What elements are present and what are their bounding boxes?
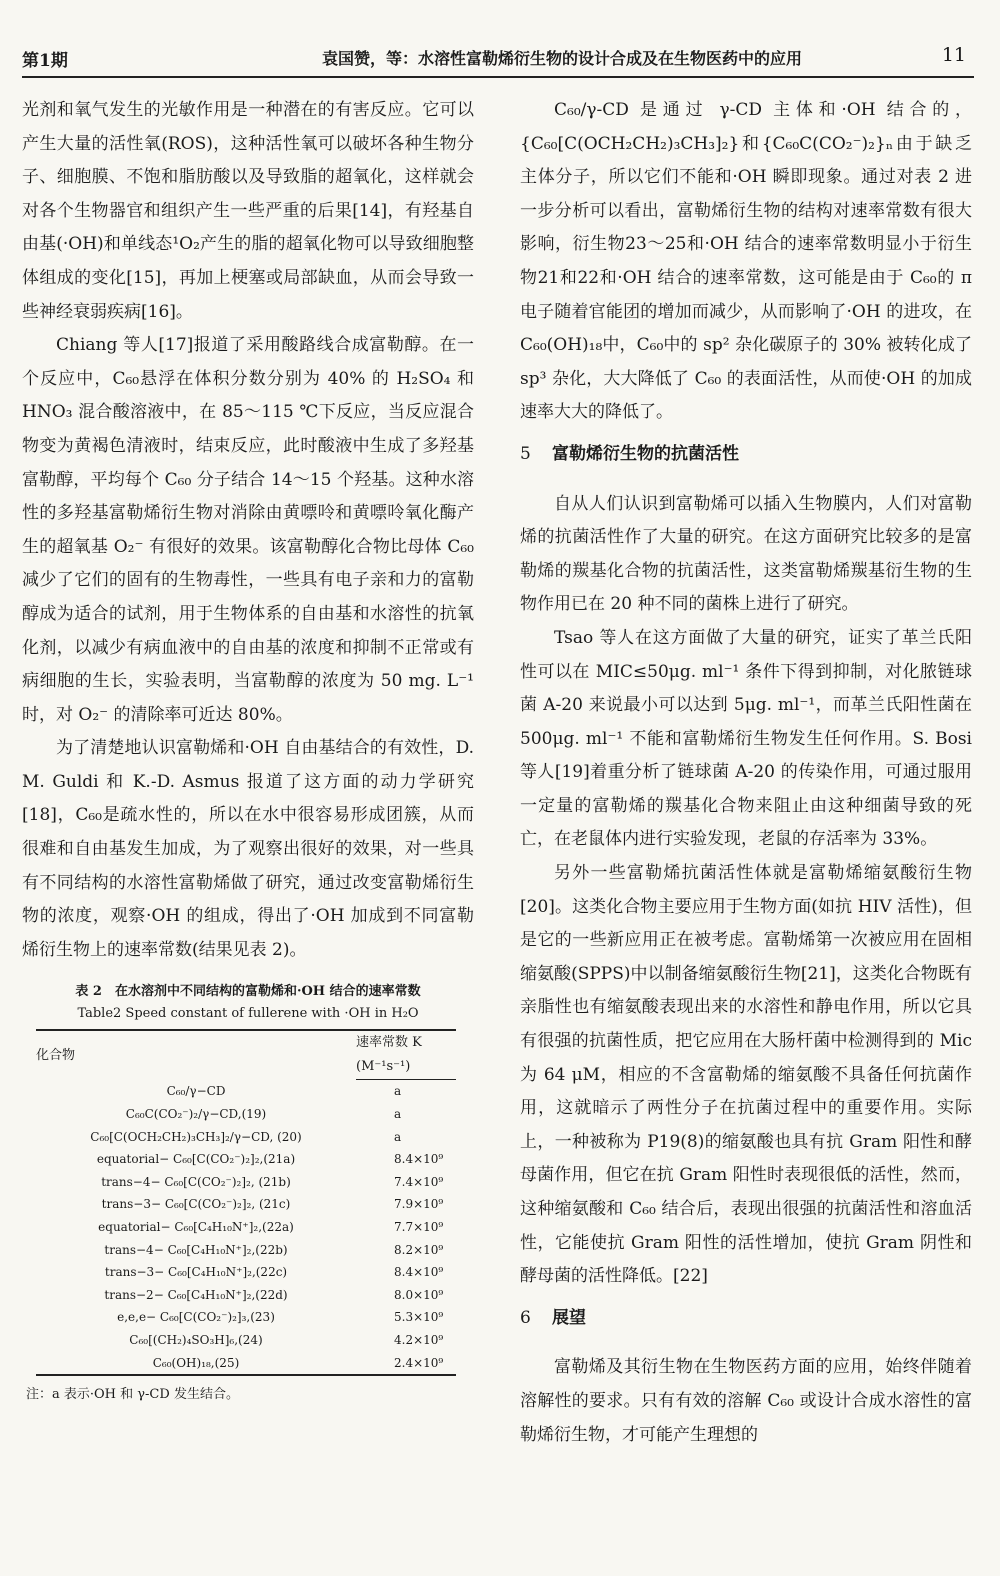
section-heading-5 [520,438,972,472]
compound-cell: C₆₀(OH)₁₈,(25) [36,1352,356,1376]
section-number: 6 [520,1307,531,1328]
running-header [22,40,974,78]
table-caption [22,981,474,1025]
compound-cell: e,e,e− C₆₀[C(CO₂⁻)₂]₃,(23) [117,1310,275,1325]
rate-cell: a [394,1129,402,1144]
paragraph: C₆₀/γ-CD 是通过 γ-CD 主体和·OH 结合的，{C₆₀[C(OCH₂CH₂)₃CH₃]₂}和{C₆₀C(CO₂⁻)₂}ₙ由于缺乏主体分子，所以它们不能和·OH 瞬即现象。通过对表 2 进一步分析可以看出，富勒烯衍生物的结构对速率常数有很大影响，衍生物23～25和·OH 结合的速率常数明显小于衍生物21和22和·OH 结合的速率常数，这可能是由于 C₆₀的 π 电子随着官能团的增加而减少，从而影响了·OH 的进攻，在 C₆₀(OH)₁₈中，C₆₀中的 sp² 杂化碳原子的 30% 被转化成了 sp³ 杂化，大大降低了 C₆₀ 的表面活性，从而使·OH 的加成速率大大的降低了。 [520,100,972,423]
compound-cell: trans−3− C₆₀[C₄H₁₀N⁺]₂,(22c) [104,1265,288,1280]
section-title: 富勒烯衍生物的抗菌活性 [552,443,739,464]
rate-cell: 8.4×10⁹ [394,1265,444,1280]
rate-cell: 8.2×10⁹ [394,1242,444,1257]
compound-cell: trans−4− C₆₀[C₄H₁₀N⁺]₂,(22b) [104,1242,288,1257]
compound-cell: equatorial− C₆₀[C(CO₂⁻)₂]₂,(21a) [96,1152,296,1167]
table-row [36,1126,456,1149]
rate-cell: 7.9×10⁹ [394,1197,444,1212]
table-row [36,1148,456,1171]
rate-cell: a [394,1107,402,1122]
rate-cell: a [394,1084,402,1099]
compound-cell: trans−2− C₆₀[C₄H₁₀N⁺]₂,(22d) [104,1287,288,1302]
rate-cell: 4.2×10⁹ [394,1332,444,1347]
running-title: 袁国赞，等：水溶性富勒烯衍生物的设计合成及在生物医药中的应用 [322,49,803,68]
table-caption-cn: 表 2 在水溶剂中不同结构的富勒烯和·OH 结合的速率常数 [75,984,421,1000]
table-body [36,1080,456,1375]
paragraph: 光剂和氧气发生的光敏作用是一种潜在的有害反应。它可以产生大量的活性氧(ROS)，这种活性氧可以破坏各种生物分子、细胞膜、不饱和脂肪酸以及导致脂的超氧化，这样就会对各个生物器官和组织产生一些严重的后果[14]，有羟基自由基(·OH)和单线态¹O₂产生的脂的超氧化物可以导致细胞整体组成的变化[15]，再加上梗塞或局部缺血，从而会导致一些神经衰弱疾病[16]。 [22,100,474,322]
compound-cell: C₆₀[(CH₂)₄SO₃H]₆,(24) [129,1332,263,1347]
table-row [36,1261,456,1284]
table-row [36,1171,456,1194]
section-title: 展望 [552,1307,586,1328]
paragraph: 自从人们认识到富勒烯可以插入生物膜内，人们对富勒烯的抗菌活性作了大量的研究。在这方面研究比较多的是富勒烯的羰基化合物的抗菌活性，这类富勒烯羰基衍生物的生物作用已在 20 种不同的菌株上进行了研究。 [520,493,972,615]
section-heading-6 [520,1302,972,1336]
table-row [36,1306,456,1329]
compound-cell: C₆₀[C(OCH₂CH₂)₃CH₃]₂/γ−CD, (20) [90,1129,302,1144]
col-header-unit: (M⁻¹s⁻¹) [356,1055,456,1080]
rate-cell: 8.4×10⁹ [394,1152,444,1167]
paragraph: Chiang 等人[17]报道了采用酸路线合成富勒醇。在一个反应中，C₆₀悬浮在体积分数分别为 40% 的 H₂SO₄ 和 HNO₃ 混合酸溶液中，在 85～115 ℃下反应，当反应混合物变为黄褐色清液时，结束反应，此时酸液中生成了多羟基富勒醇，平均每个 C₆₀ 分子结合 14～15 个羟基。这种水溶性的多羟基富勒烯衍生物对消除由黄嘌呤和黄嘌呤氧化酶产生的超氧基 O₂⁻ 有很好的效果。该富勒醇化合物比母体 C₆₀ 减少了它们的固有的生物毒性，一些具有电子亲和力的富勒醇成为适合的试剂，用于生物体系的自由基和水溶性的抗氧化剂，以减少有病血液中的自由基的浓度和抑制不正常或有病细胞的生长，实验表明，当富勒醇的浓度为 50 mg. L⁻¹时，对 O₂⁻ 的清除率可近达 80%。 [22,335,474,725]
table-row [36,1352,456,1376]
paragraph: 富勒烯及其衍生物在生物医药方面的应用，始终伴随着溶解性的要求。只有有效的溶解 C₆₀ 或设计合成水溶性的富勒烯衍生物，才可能产生理想的 [520,1357,972,1445]
compound-cell: trans−4− C₆₀[C(CO₂⁻)₂]₂, (21b) [101,1174,291,1189]
right-column [520,94,972,1452]
compound-cell: equatorial− C₆₀[C₄H₁₀N⁺]₂,(22a) [98,1220,294,1234]
table-caption-en: Table2 Speed constant of fullerene with ·OH in H₂O [77,1006,419,1022]
rate-constant-table [36,1029,456,1376]
table-row [36,1329,456,1352]
paragraph: 为了清楚地认识富勒烯和·OH 自由基结合的有效性，D. M. Guldi 和 K.-D. Asmus 报道了这方面的动力学研究[18]，C₆₀是疏水性的，所以在水中很容易形成团簇，从而很难和自由基发生加成，为了观察出很好的效果，对一些具有不同结构的水溶性富勒烯做了研究，通过改变富勒烯衍生物的浓度，观察·OH 的组成，得出了·OH 加成到不同富勒烯衍生物上的速率常数(结果见表 2)。 [22,738,474,960]
col-header-compound: 化合物 [36,1030,356,1080]
section-number: 5 [520,443,531,464]
compound-cell: C₆₀C(CO₂⁻)₂/γ−CD,(19) [125,1107,267,1122]
compound-cell: C₆₀/γ−CD [166,1084,226,1099]
rate-cell: 7.4×10⁹ [394,1174,444,1189]
page-number: 11 [941,44,966,66]
issue-number: 第1期 [22,51,68,71]
rate-cell: 8.0×10⁹ [394,1287,444,1302]
table-row [36,1239,456,1262]
table-row [36,1216,456,1239]
rate-cell: 2.4×10⁹ [356,1352,456,1376]
table-note: 注：a 表示·OH 和 γ-CD 发生结合。 [26,1387,239,1403]
paragraph: 另外一些富勒烯抗菌活性体就是富勒烯缩氨酸衍生物[20]。这类化合物主要应用于生物方面(如抗 HIV 活性)，但是它的一些新应用正在被考虑。富勒烯第一次被应用在固相缩氨酸(SPPS)中以制备缩氨酸衍生物[21]，这类化合物既有亲脂性也有缩氨酸表现出来的水溶性和静电作用，所以它具有很强的抗菌性质，把它应用在大肠杆菌中检测得到的 Mic 为 64 μM，相应的不含富勒烯的缩氨酸不具备任何抗菌作用，这就暗示了两性分子在抗菌过程中的重要作用。实际上，一种被称为 P19(8)的缩氨酸也具有抗 Gram 阳性和酵母菌作用，但它在抗 Gram 阳性时表现很低的活性，然而，这种缩氨酸和 C₆₀ 结合后，表现出很强的抗菌活性和溶血活性，它能使抗 Gram 阳性的活性增加，使抗 Gram 阴性和酵母菌的活性降低。[22] [520,863,972,1287]
rate-cell: 5.3×10⁹ [394,1310,444,1325]
table-row [36,1193,456,1216]
paragraph: Tsao 等人在这方面做了大量的研究，证实了革兰氏阳性可以在 MIC≤50μg. ml⁻¹ 条件下得到抑制，对化脓链球菌 A-20 来说最小可以达到 5μg. ml⁻¹，而革兰氏阳性菌在 500μg. ml⁻¹ 不能和富勒烯衍生物发生任何作用。S. Bosi 等人[19]着重分析了链球菌 A-20 的传染作用，可通过服用一定量的富勒烯的羰基化合物来阻止由这种细菌导致的死亡，在老鼠体内进行实验发现，老鼠的存活率为 33%。 [520,627,972,850]
table-row [36,1080,456,1103]
compound-cell: trans−3− C₆₀[C(CO₂⁻)₂]₂, (21c) [101,1197,291,1212]
left-column [22,94,474,1406]
col-header-rate: 速率常数 K [356,1030,456,1055]
table-row [36,1103,456,1126]
rate-cell: 7.7×10⁹ [394,1220,444,1234]
table-row [36,1284,456,1307]
